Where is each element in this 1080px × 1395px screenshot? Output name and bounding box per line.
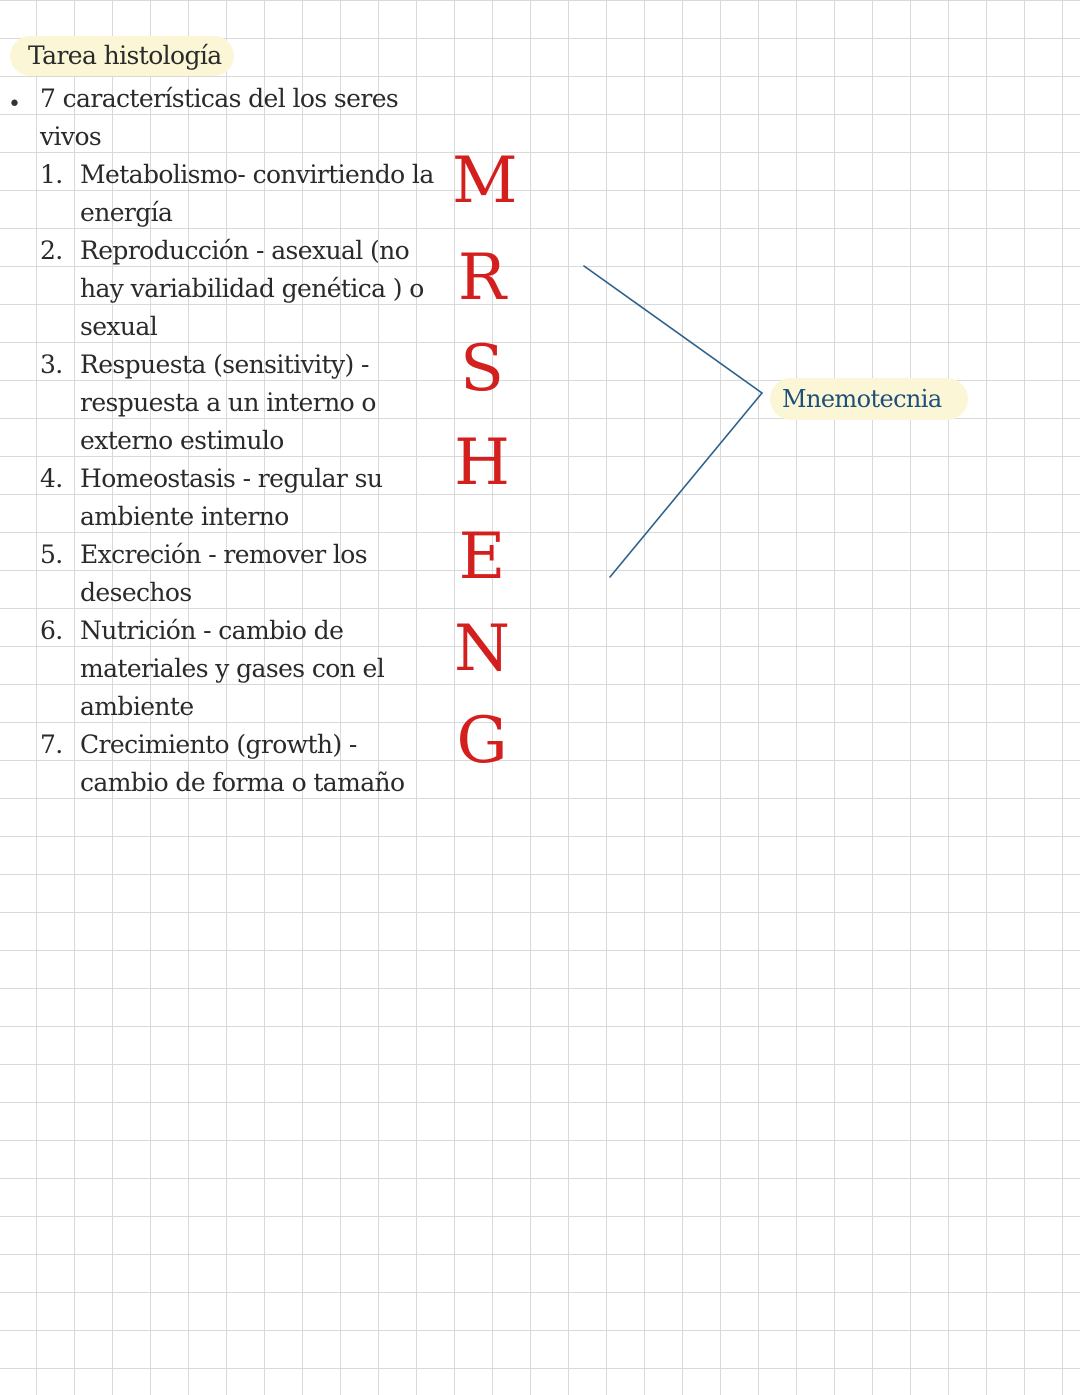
item-number: 5. (40, 540, 63, 569)
mnemonic-letter-n: N (454, 612, 510, 686)
mnemonic-letter-r: R (457, 241, 507, 315)
item-text: Reproducción - asexual (no hay variabilidad genética ) o sexual (80, 236, 424, 341)
mnemonic-letter-g: G (456, 704, 508, 778)
item-text: Metabolismo- convirtiendo la energía (80, 160, 434, 227)
item-text: Nutrición - cambio de materiales y gases con el ambiente (80, 616, 385, 721)
item-number: 1. (40, 160, 63, 189)
mnemonic-letter-s: S (460, 332, 504, 406)
item-number: 2. (40, 236, 63, 265)
bullet-text: 7 características del los seres vivos (40, 84, 399, 151)
mnemonic-letter-e: E (458, 520, 506, 594)
item-number: 6. (40, 616, 63, 645)
mnemonic-label: Mnemotecnia (770, 378, 968, 420)
item-text: Respuesta (sensitivity) - respuesta a un interno o externo estimulo (80, 350, 376, 455)
bullet-dot: • (8, 92, 21, 117)
item-text: Crecimiento (growth) - cambio de forma o tamaño (80, 730, 405, 797)
item-text: Excreción - remover los desechos (80, 540, 367, 607)
item-text: Homeostasis - regular su ambiente interno (80, 464, 383, 531)
mnemonic-letter-m: M (452, 144, 518, 218)
note-title: Tarea histología (10, 36, 234, 76)
item-number: 4. (40, 464, 63, 493)
bracket-upper-line (584, 266, 762, 393)
item-number: 7. (40, 730, 63, 759)
mnemonic-letter-h: H (454, 426, 510, 500)
bracket-lower-line (610, 393, 762, 577)
item-number: 3. (40, 350, 63, 379)
